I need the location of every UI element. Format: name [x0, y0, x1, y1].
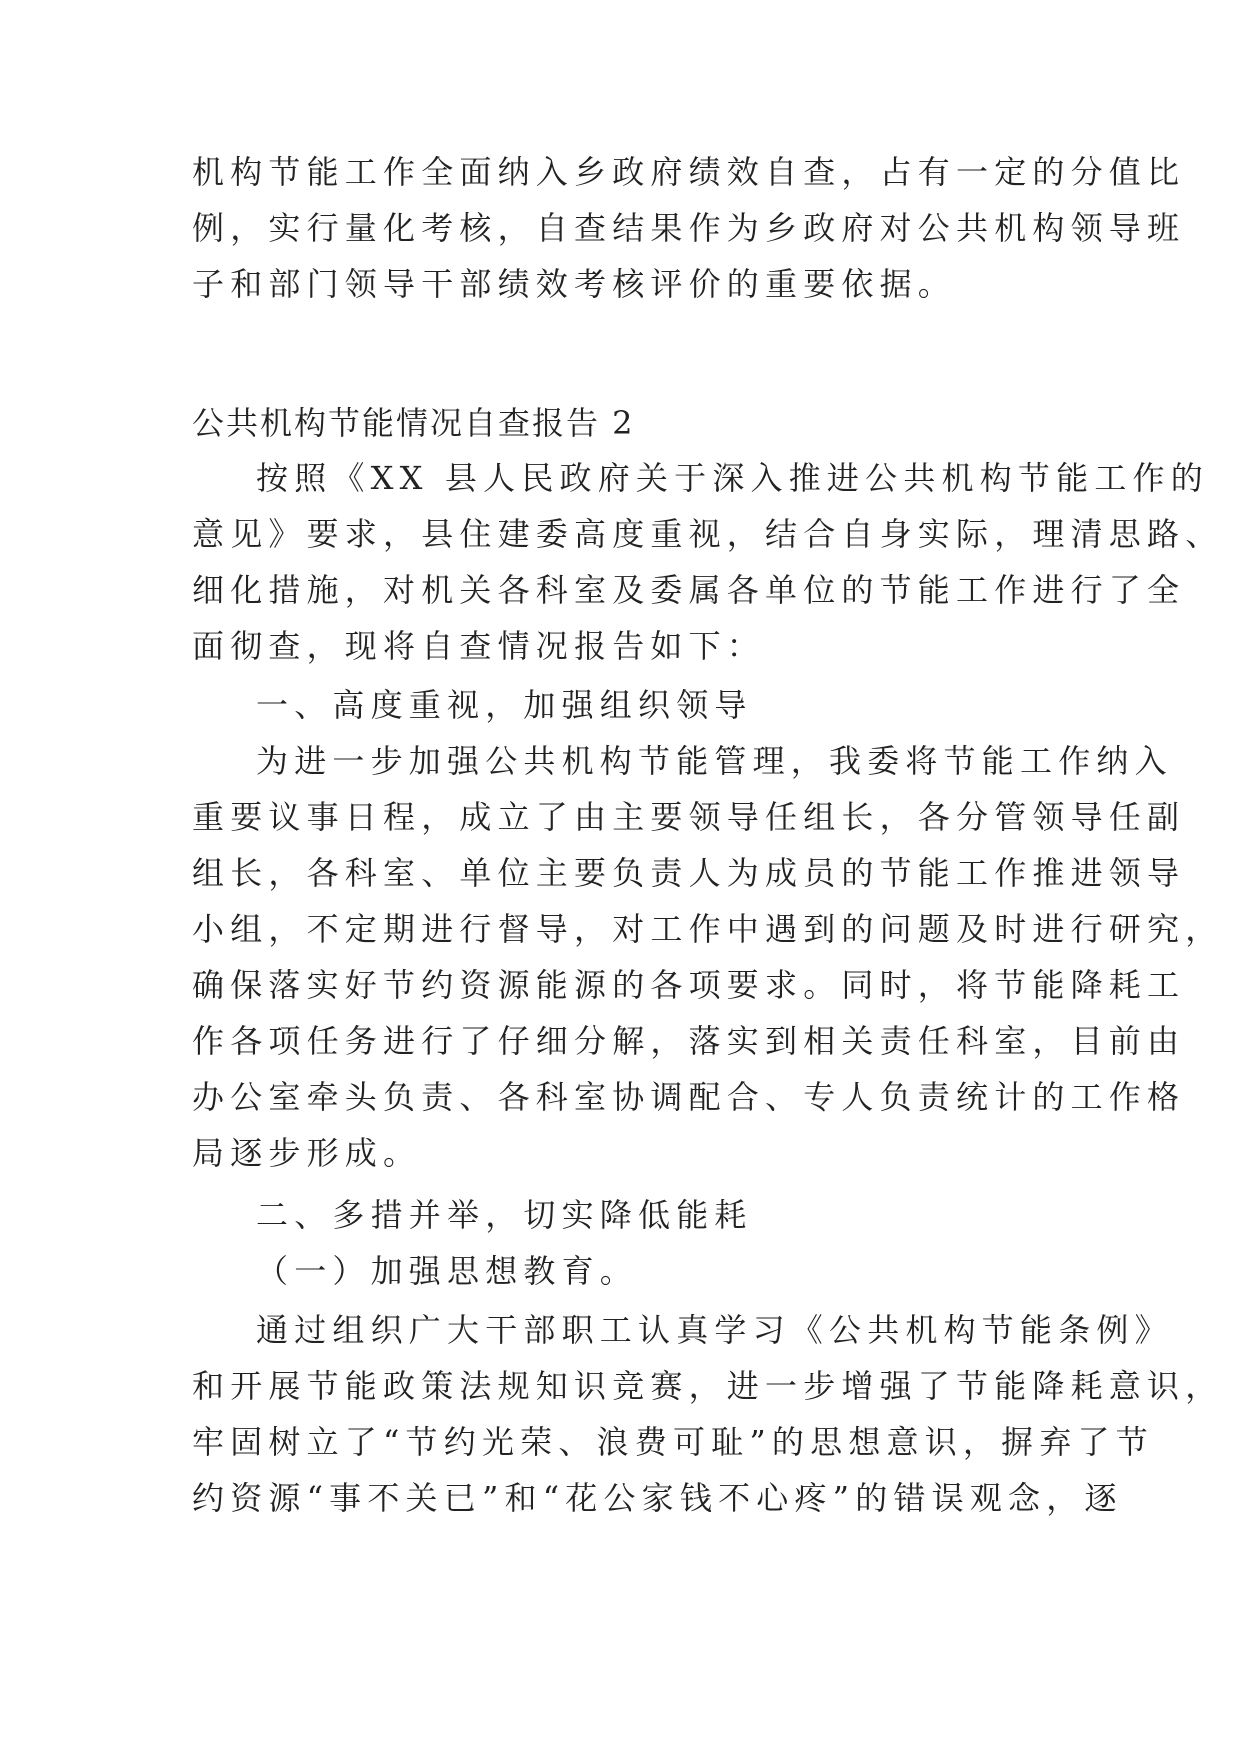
paragraph-line: 小组，不定期进行督导，对工作中遇到的问题及时进行研究， — [192, 910, 1224, 948]
section-title: 公共机构节能情况自查报告 2 — [192, 404, 635, 442]
paragraph-line: 例，实行量化考核，自查结果作为乡政府对公共机构领导班 — [192, 209, 1186, 247]
subheading: 一、高度重视，加强组织领导 — [256, 686, 753, 724]
paragraph-line: 面彻查，现将自查情况报告如下： — [192, 627, 766, 665]
paragraph-line: 细化措施，对机关各科室及委属各单位的节能工作进行了全 — [192, 571, 1186, 609]
paragraph-line: 和开展节能政策法规知识竞赛，进一步增强了节能降耗意识， — [192, 1367, 1224, 1405]
paragraph-line: 通过组织广大干部职工认真学习《公共机构节能条例》 — [256, 1311, 1173, 1349]
paragraph-line: 局逐步形成。 — [192, 1134, 422, 1172]
paragraph-line: 为进一步加强公共机构节能管理，我委将节能工作纳入 — [256, 742, 1173, 780]
paragraph-line: 办公室牵头负责、各科室协调配合、专人负责统计的工作格 — [192, 1078, 1186, 1116]
paragraph-line: 约资源“事不关已”和“花公家钱不心疼”的错误观念，逐 — [192, 1479, 1123, 1517]
paragraph-line: 确保落实好节约资源能源的各项要求。同时，将节能降耗工 — [192, 966, 1186, 1004]
paragraph-line: 子和部门领导干部绩效考核评价的重要依据。 — [192, 265, 957, 303]
paragraph-line: 作各项任务进行了仔细分解，落实到相关责任科室，目前由 — [192, 1022, 1186, 1060]
subheading: 二、多措并举，切实降低能耗 — [256, 1196, 753, 1234]
paragraph-line: 重要议事日程，成立了由主要领导任组长，各分管领导任副 — [192, 798, 1186, 836]
paragraph-line: 按照《XX 县人民政府关于深入推进公共机构节能工作的 — [256, 459, 1209, 497]
paragraph-line: 牢固树立了“节约光荣、浪费可耻”的思想意识，摒弃了节 — [192, 1423, 1154, 1461]
paragraph-line: 组长，各科室、单位主要负责人为成员的节能工作推进领导 — [192, 854, 1186, 892]
paragraph-line: 意见》要求，县住建委高度重视，结合自身实际，理清思路、 — [192, 515, 1224, 553]
subheading: （一）加强思想教育。 — [256, 1252, 639, 1290]
paragraph-line: 机构节能工作全面纳入乡政府绩效自查，占有一定的分值比 — [192, 153, 1186, 191]
